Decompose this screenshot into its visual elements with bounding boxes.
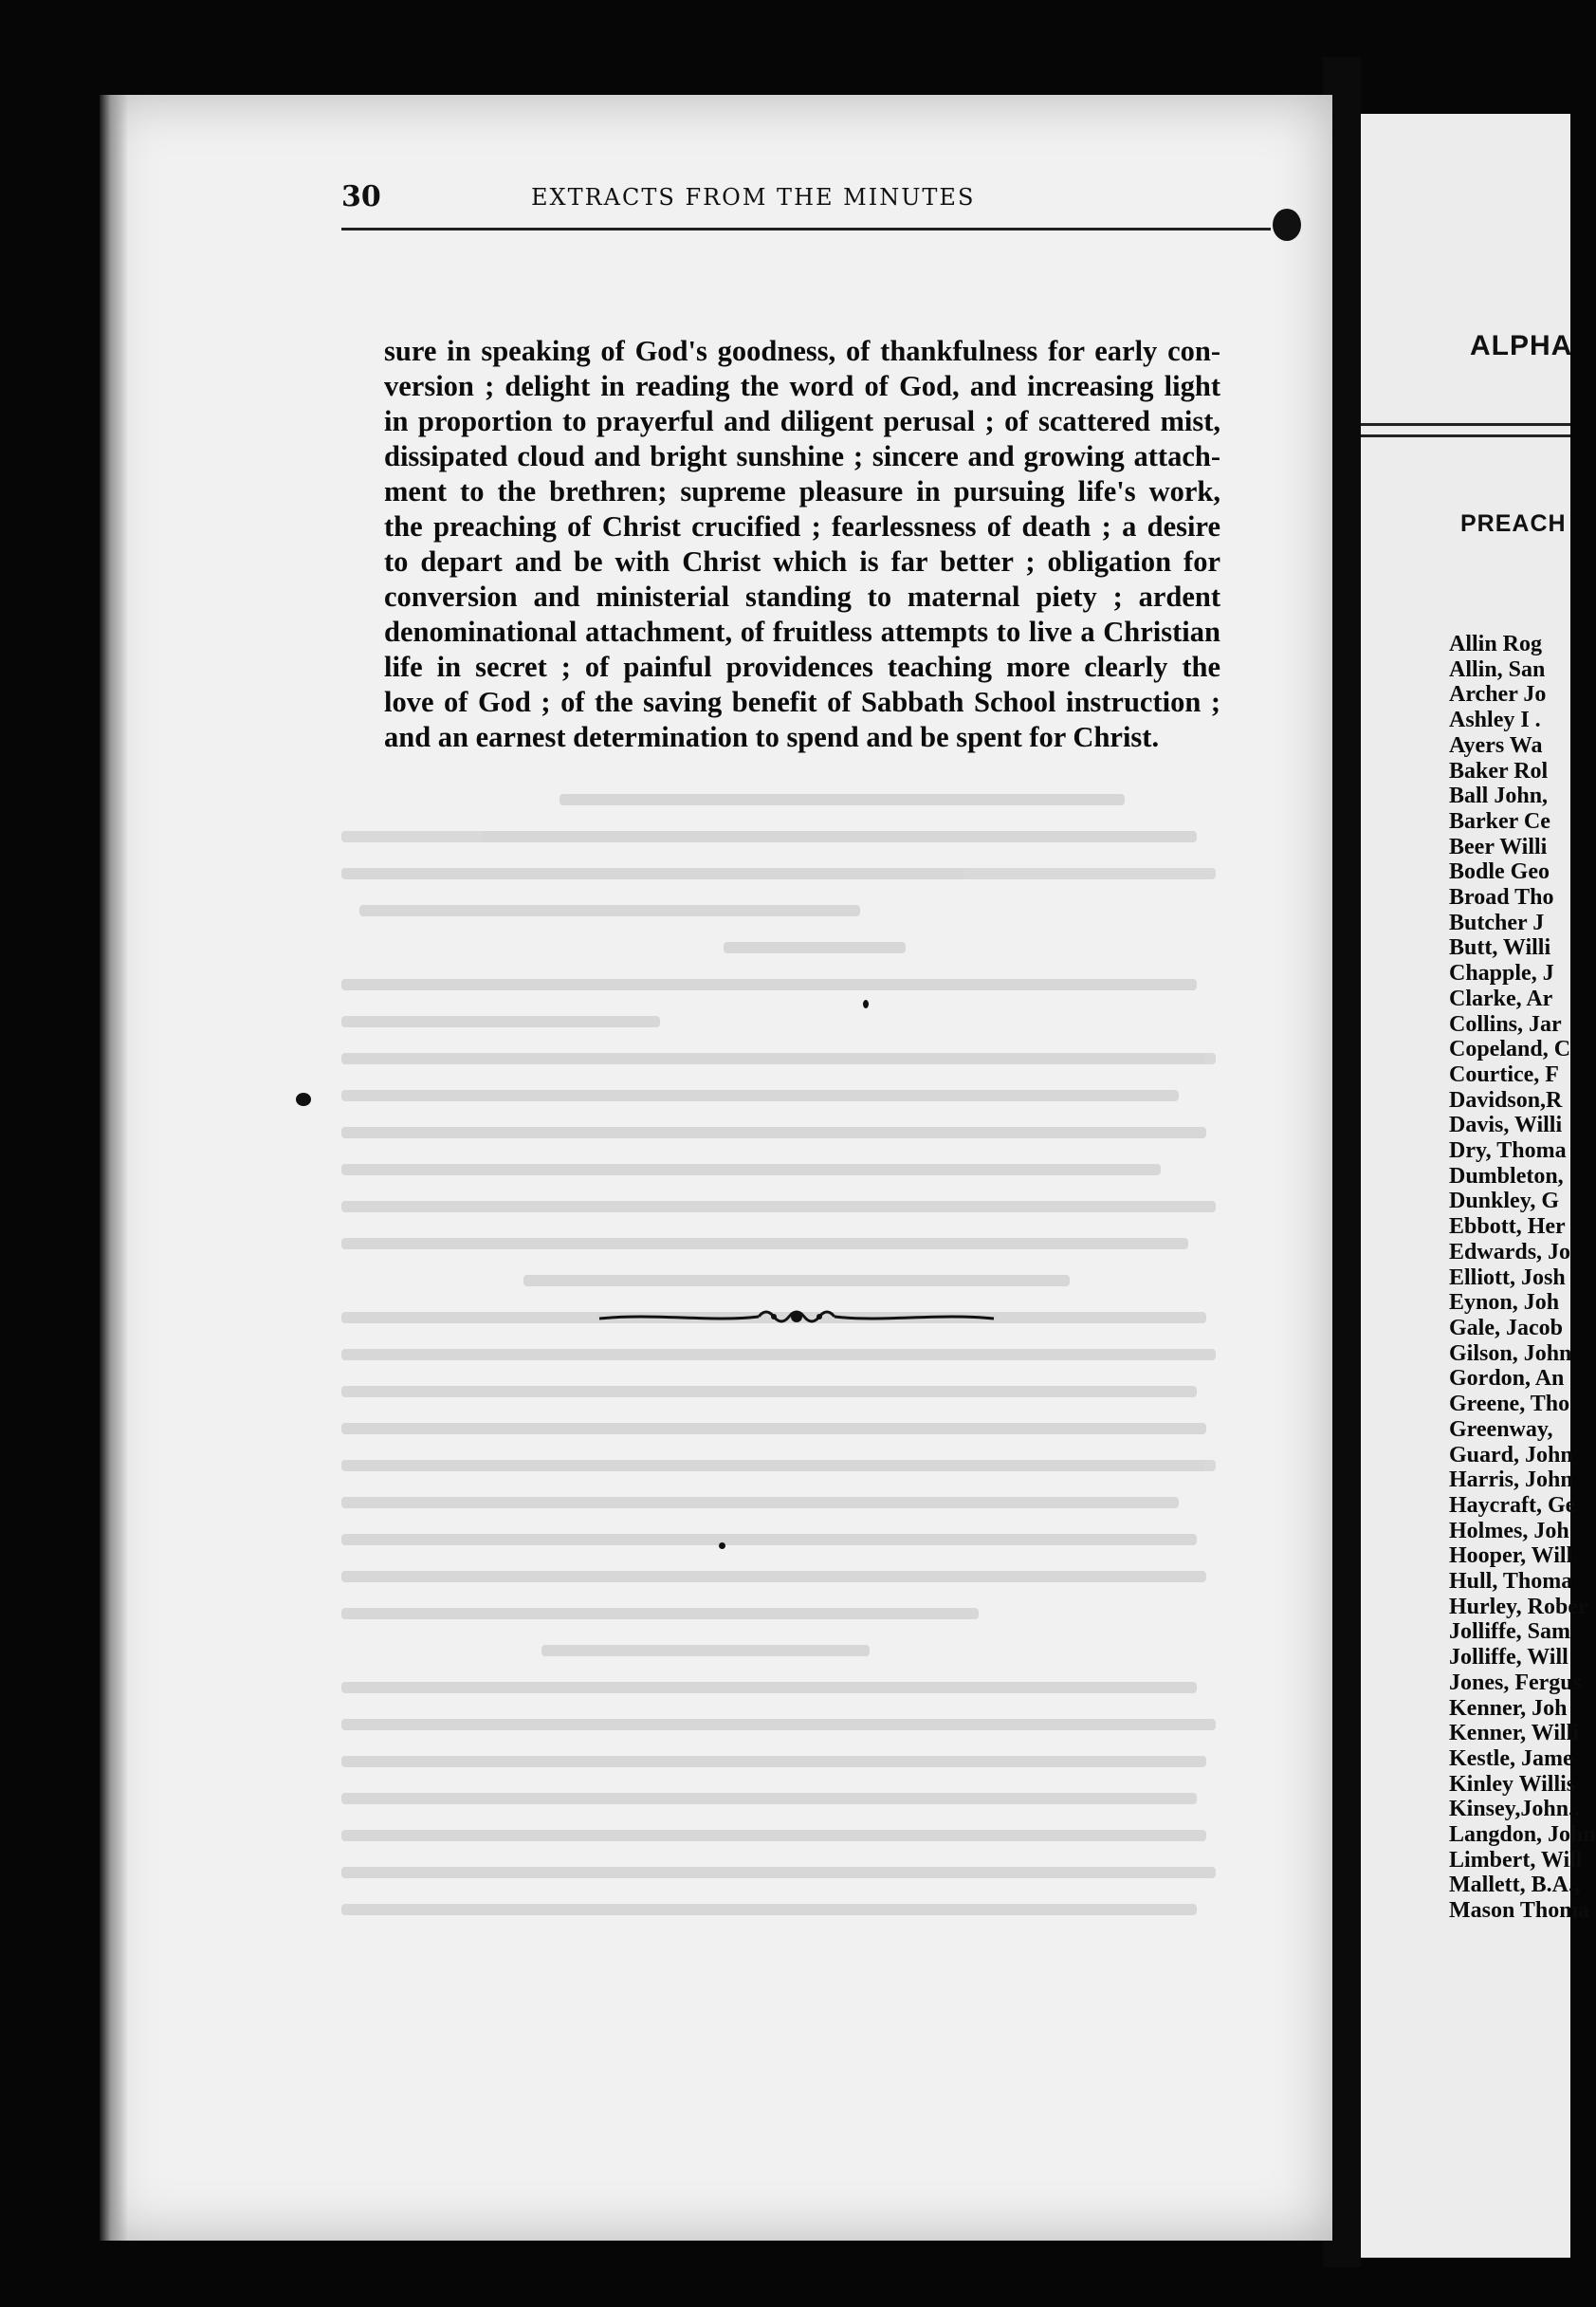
body-line: conversion and ministerial standing to maternal piety ; ardent — [384, 581, 1220, 613]
ink-speck — [719, 1542, 725, 1549]
list-item: Greene, Tho — [1449, 1392, 1570, 1417]
body-line: in proportion to prayerful and diligent perusal ; of scattered mist, — [384, 405, 1220, 437]
list-item: Hooper, Will — [1449, 1543, 1573, 1569]
list-item: Hull, Thoma — [1449, 1569, 1573, 1595]
divider — [1361, 423, 1570, 426]
list-item: Broad Tho — [1449, 885, 1554, 911]
list-item: Gilson, John — [1449, 1340, 1572, 1366]
right-page-title: ALPHA — [1470, 330, 1573, 361]
body-line: ment to the brethren; supreme pleasure in pursuing life's work, — [384, 475, 1220, 508]
list-item: Collins, Jar — [1449, 1011, 1562, 1037]
body-line: to depart and be with Christ which is far better ; obligation for — [384, 545, 1220, 578]
list-item: Edwards, Jo — [1449, 1239, 1571, 1264]
list-item: Bodle Geo — [1449, 859, 1550, 885]
list-item: Copeland, C — [1449, 1037, 1571, 1062]
list-item: Dunkley, G — [1449, 1189, 1560, 1214]
list-item: Eynon, Joh — [1449, 1290, 1560, 1316]
list-item: Elliott, Josh — [1449, 1264, 1566, 1290]
body-line: sure in speaking of God's goodness, of thankfulness for early con- — [384, 335, 1220, 367]
list-item: Holmes, Joh — [1449, 1518, 1569, 1543]
divider — [1361, 434, 1570, 437]
body-line: love of God ; of the saving benefit of Sabbath School instruction ; — [384, 686, 1220, 718]
list-item: Chapple, J — [1449, 961, 1554, 987]
right-page-subtitle: PREACH — [1460, 510, 1567, 537]
list-item: Kenner, Joh — [1449, 1695, 1568, 1721]
list-item: Jolliffe, Will — [1449, 1645, 1568, 1670]
list-item: Kinsey,John.. — [1449, 1797, 1581, 1822]
body-line: dissipated cloud and bright sunshine ; sincere and growing attach- — [384, 440, 1220, 472]
list-item: Limbert, Will — [1449, 1847, 1583, 1873]
list-item: Archer Jo — [1449, 682, 1547, 708]
list-item: Dry, Thoma — [1449, 1138, 1567, 1164]
list-item: Kenner, Willi — [1449, 1721, 1579, 1746]
body-line: denominational attachment, of fruitless attempts to live a Christian — [384, 616, 1220, 648]
page-number: 30 — [341, 180, 381, 213]
running-head: EXTRACTS FROM THE MINUTES — [531, 184, 976, 211]
list-item: Ashley I . — [1449, 708, 1541, 733]
list-item: Barker Ce — [1449, 808, 1550, 834]
list-item: Haycraft, Ge — [1449, 1492, 1576, 1518]
list-item: Ball John, — [1449, 784, 1549, 809]
list-item: Harris, John — [1449, 1467, 1573, 1493]
list-item: Davidson,R — [1449, 1087, 1563, 1113]
page-header — [341, 180, 1271, 231]
ink-speck — [296, 1093, 311, 1106]
ink-speck — [1273, 209, 1301, 241]
list-item: Beer Willi — [1449, 834, 1548, 859]
list-item: Greenway, — [1449, 1416, 1553, 1442]
list-item: Kinley Willis — [1449, 1771, 1576, 1797]
list-item: Gordon, An — [1449, 1366, 1565, 1392]
list-item: Guard, John — [1449, 1442, 1573, 1467]
ink-speck — [863, 1000, 869, 1008]
list-item: Mallett, B.A., — [1449, 1873, 1580, 1898]
list-item: Kestle, Jame — [1449, 1745, 1573, 1771]
list-item: Langdon, John — [1449, 1822, 1596, 1848]
bleed-through-text — [341, 768, 1252, 2125]
ornament-divider-icon — [597, 1305, 996, 1330]
list-item: Gale, Jacob — [1449, 1315, 1563, 1340]
body-paragraph — [384, 334, 1220, 755]
list-item: Mason Thoma — [1449, 1898, 1590, 1924]
preachers-list — [1449, 632, 1596, 1924]
list-item: Allin Rog — [1449, 632, 1543, 656]
body-line: and an earnest determination to spend and be spent for Christ. — [384, 721, 1160, 753]
list-item: Dumbleton, — [1449, 1163, 1564, 1189]
list-item: Ayers Wa — [1449, 732, 1543, 758]
list-item: Hurley, Rober — [1449, 1594, 1588, 1619]
list-item: Clarke, Ar — [1449, 986, 1553, 1011]
list-item: Jolliffe, Sam — [1449, 1619, 1570, 1645]
list-item: Allin, San — [1449, 656, 1546, 682]
list-item: Courtice, F — [1449, 1061, 1559, 1087]
right-page — [1361, 114, 1596, 2258]
body-line: the preaching of Christ crucified ; fearlessness of death ; a desire — [384, 510, 1220, 543]
body-line: life in secret ; of painful providences teaching more clearly the — [384, 651, 1220, 683]
list-item: Butt, Willi — [1449, 935, 1551, 961]
list-item: Butcher J — [1449, 910, 1545, 935]
body-line: version ; delight in reading the word of God, and increasing light — [384, 370, 1220, 402]
list-item: Ebbott, Her — [1449, 1214, 1566, 1240]
list-item: Jones, Fergus — [1449, 1670, 1582, 1695]
list-item: Baker Rol — [1449, 758, 1549, 784]
list-item: Davis, Willi — [1449, 1113, 1563, 1138]
